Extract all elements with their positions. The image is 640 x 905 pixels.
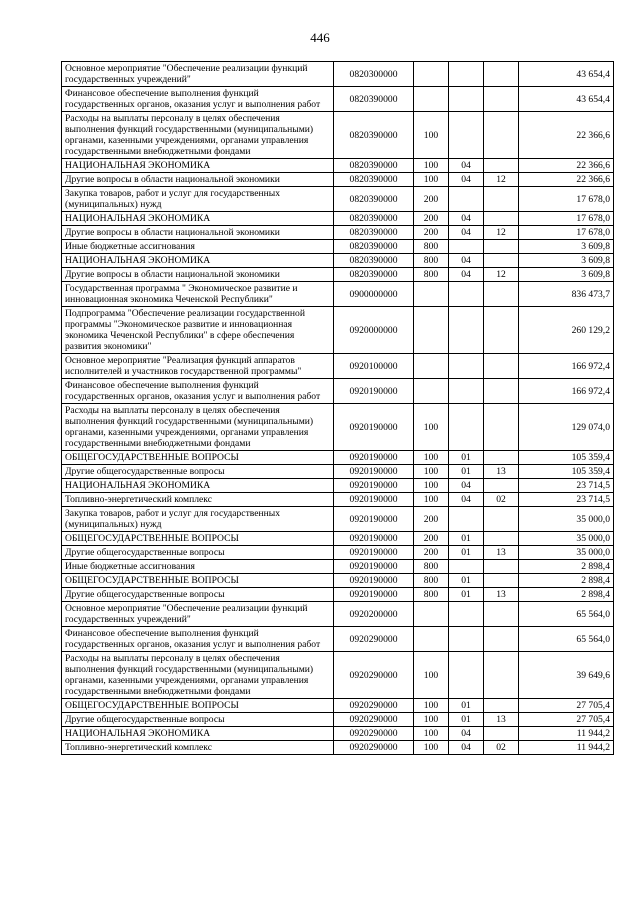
row-vr-cell [414,87,449,112]
row-name-cell: Расходы на выплаты персоналу в целях обеспечения выполнения функций государственными (муниципальными) органами, казенными учреждениями, органами управления государственными внебюджетными фондами [62,112,334,159]
row-code-cell: 0920190000 [334,479,414,493]
row-rz-cell: 04 [449,741,484,755]
row-vr-cell: 200 [414,532,449,546]
row-rz-cell: 01 [449,532,484,546]
budget-table [61,61,614,755]
row-vr-cell: 100 [414,727,449,741]
row-code-cell: 0920290000 [334,713,414,727]
row-rz-cell: 04 [449,173,484,187]
row-name-cell: НАЦИОНАЛЬНАЯ ЭКОНОМИКА [62,479,334,493]
row-vr-cell: 800 [414,560,449,574]
row-name-cell: Основное мероприятие "Реализация функций аппаратов исполнителей и участников государственной программы" [62,354,334,379]
row-pr-cell: 13 [484,546,519,560]
row-sum-cell: 27 705,4 [519,713,614,727]
row-name-cell: Топливно-энергетический комплекс [62,493,334,507]
row-name-cell: Закупка товаров, работ и услуг для государственных (муниципальных) нужд [62,507,334,532]
row-name-cell: Финансовое обеспечение выполнения функций государственных органов, оказания услуг и выполнения работ [62,379,334,404]
row-pr-cell: 12 [484,226,519,240]
row-vr-cell: 100 [414,741,449,755]
row-vr-cell: 100 [414,652,449,699]
row-vr-cell: 800 [414,240,449,254]
row-rz-cell: 04 [449,254,484,268]
row-name-cell: Другие вопросы в области национальной экономики [62,268,334,282]
row-name-cell: НАЦИОНАЛЬНАЯ ЭКОНОМИКА [62,159,334,173]
row-pr-cell [484,404,519,451]
row-sum-cell: 2 898,4 [519,560,614,574]
table-row [62,307,614,354]
table-row [62,507,614,532]
row-rz-cell [449,354,484,379]
table-row [62,699,614,713]
row-sum-cell: 3 609,8 [519,254,614,268]
row-rz-cell [449,282,484,307]
row-code-cell: 0920190000 [334,574,414,588]
row-vr-cell: 200 [414,226,449,240]
row-name-cell: Другие общегосударственные вопросы [62,546,334,560]
row-code-cell: 0820390000 [334,173,414,187]
row-vr-cell: 800 [414,574,449,588]
row-code-cell: 0920190000 [334,465,414,479]
row-code-cell: 0820390000 [334,187,414,212]
row-sum-cell: 43 654,4 [519,87,614,112]
row-name-cell: Финансовое обеспечение выполнения функций государственных органов, оказания услуг и выполнения работ [62,627,334,652]
row-pr-cell [484,652,519,699]
row-code-cell: 0920190000 [334,532,414,546]
table-row [62,560,614,574]
row-rz-cell [449,404,484,451]
row-rz-cell: 01 [449,451,484,465]
table-row [62,627,614,652]
row-code-cell: 0920100000 [334,354,414,379]
row-sum-cell: 23 714,5 [519,493,614,507]
row-sum-cell: 22 366,6 [519,173,614,187]
row-sum-cell: 166 972,4 [519,354,614,379]
row-name-cell: Топливно-энергетический комплекс [62,741,334,755]
row-rz-cell: 01 [449,465,484,479]
row-sum-cell: 836 473,7 [519,282,614,307]
row-code-cell: 0920290000 [334,627,414,652]
table-row [62,451,614,465]
row-code-cell: 0820390000 [334,254,414,268]
row-vr-cell: 100 [414,159,449,173]
row-name-cell: Закупка товаров, работ и услуг для государственных (муниципальных) нужд [62,187,334,212]
row-pr-cell [484,532,519,546]
row-code-cell: 0920190000 [334,493,414,507]
row-code-cell: 0920190000 [334,507,414,532]
row-name-cell: ОБЩЕГОСУДАРСТВЕННЫЕ ВОПРОСЫ [62,574,334,588]
row-name-cell: Подпрограмма "Обеспечение реализации государственной программы "Экономическое развитие и инновационная экономика Чеченской Республики" в сфере обеспечения развития экономики" [62,307,334,354]
table-row [62,727,614,741]
row-pr-cell [484,159,519,173]
row-code-cell: 0920190000 [334,546,414,560]
row-pr-cell [484,699,519,713]
row-code-cell: 0900000000 [334,282,414,307]
row-sum-cell: 39 649,6 [519,652,614,699]
row-name-cell: Другие общегосударственные вопросы [62,588,334,602]
row-code-cell: 0820390000 [334,87,414,112]
row-sum-cell: 105 359,4 [519,465,614,479]
row-vr-cell [414,307,449,354]
row-pr-cell [484,282,519,307]
table-row [62,268,614,282]
row-vr-cell: 100 [414,112,449,159]
row-pr-cell [484,451,519,465]
table-row [62,173,614,187]
row-rz-cell: 04 [449,479,484,493]
table-row [62,652,614,699]
row-pr-cell [484,112,519,159]
table-row [62,187,614,212]
row-code-cell: 0920190000 [334,379,414,404]
row-pr-cell [484,727,519,741]
row-rz-cell: 01 [449,574,484,588]
row-pr-cell: 13 [484,588,519,602]
row-pr-cell: 12 [484,268,519,282]
row-pr-cell [484,379,519,404]
table-row [62,212,614,226]
budget-table-body [62,62,614,755]
row-name-cell: ОБЩЕГОСУДАРСТВЕННЫЕ ВОПРОСЫ [62,532,334,546]
row-rz-cell: 01 [449,699,484,713]
row-code-cell: 0920190000 [334,451,414,465]
row-vr-cell: 200 [414,187,449,212]
row-pr-cell: 13 [484,713,519,727]
table-row [62,546,614,560]
row-pr-cell: 02 [484,741,519,755]
row-vr-cell: 200 [414,507,449,532]
row-name-cell: Расходы на выплаты персоналу в целях обеспечения выполнения функций государственными (муниципальными) органами, казенными учреждениями, органами управления государственными внебюджетными фондами [62,652,334,699]
row-rz-cell [449,652,484,699]
row-rz-cell: 01 [449,546,484,560]
row-sum-cell: 27 705,4 [519,699,614,713]
row-rz-cell: 04 [449,212,484,226]
row-code-cell: 0920290000 [334,741,414,755]
table-row [62,465,614,479]
row-sum-cell: 22 366,6 [519,159,614,173]
row-name-cell: Другие общегосударственные вопросы [62,713,334,727]
row-rz-cell [449,560,484,574]
row-vr-cell: 200 [414,212,449,226]
row-name-cell: ОБЩЕГОСУДАРСТВЕННЫЕ ВОПРОСЫ [62,451,334,465]
row-sum-cell: 2 898,4 [519,588,614,602]
row-vr-cell [414,354,449,379]
row-pr-cell [484,574,519,588]
row-pr-cell [484,212,519,226]
row-rz-cell [449,62,484,87]
row-pr-cell [484,354,519,379]
row-sum-cell: 22 366,6 [519,112,614,159]
row-name-cell: НАЦИОНАЛЬНАЯ ЭКОНОМИКА [62,727,334,741]
table-row [62,282,614,307]
row-sum-cell: 129 074,0 [519,404,614,451]
row-pr-cell [484,254,519,268]
row-vr-cell [414,62,449,87]
row-vr-cell: 100 [414,479,449,493]
table-row [62,404,614,451]
table-row [62,379,614,404]
row-sum-cell: 2 898,4 [519,574,614,588]
row-code-cell: 0920000000 [334,307,414,354]
row-name-cell: Другие вопросы в области национальной экономики [62,226,334,240]
row-rz-cell: 04 [449,493,484,507]
table-row [62,532,614,546]
row-pr-cell [484,87,519,112]
row-code-cell: 0820390000 [334,240,414,254]
row-vr-cell: 100 [414,451,449,465]
row-rz-cell: 04 [449,159,484,173]
row-pr-cell [484,307,519,354]
row-pr-cell [484,479,519,493]
row-vr-cell: 100 [414,404,449,451]
table-row [62,240,614,254]
row-rz-cell [449,507,484,532]
row-pr-cell [484,507,519,532]
table-row [62,479,614,493]
table-row [62,574,614,588]
row-name-cell: ОБЩЕГОСУДАРСТВЕННЫЕ ВОПРОСЫ [62,699,334,713]
row-rz-cell: 04 [449,727,484,741]
table-row [62,226,614,240]
row-name-cell: НАЦИОНАЛЬНАЯ ЭКОНОМИКА [62,254,334,268]
row-sum-cell: 17 678,0 [519,212,614,226]
table-row [62,602,614,627]
row-code-cell: 0920190000 [334,560,414,574]
row-name-cell: Иные бюджетные ассигнования [62,560,334,574]
table-row [62,354,614,379]
row-name-cell: Расходы на выплаты персоналу в целях обеспечения выполнения функций государственными (муниципальными) органами, казенными учреждениями, органами управления государственными внебюджетными фондами [62,404,334,451]
row-code-cell: 0820390000 [334,212,414,226]
row-sum-cell: 43 654,4 [519,62,614,87]
row-name-cell: Основное мероприятие "Обеспечение реализации функций государственных учреждений" [62,62,334,87]
row-code-cell: 0920290000 [334,652,414,699]
row-vr-cell: 200 [414,546,449,560]
page-number: 446 [310,30,330,45]
row-sum-cell: 11 944,2 [519,741,614,755]
row-vr-cell [414,627,449,652]
row-vr-cell: 100 [414,465,449,479]
row-pr-cell [484,602,519,627]
table-row [62,112,614,159]
row-rz-cell [449,87,484,112]
row-sum-cell: 105 359,4 [519,451,614,465]
row-name-cell: Финансовое обеспечение выполнения функций государственных органов, оказания услуг и выполнения работ [62,87,334,112]
row-code-cell: 0920190000 [334,404,414,451]
row-pr-cell [484,627,519,652]
row-rz-cell: 01 [449,588,484,602]
row-pr-cell [484,240,519,254]
row-rz-cell [449,307,484,354]
row-rz-cell: 04 [449,226,484,240]
table-row [62,87,614,112]
row-name-cell: НАЦИОНАЛЬНАЯ ЭКОНОМИКА [62,212,334,226]
row-pr-cell [484,560,519,574]
row-code-cell: 0920200000 [334,602,414,627]
row-sum-cell: 166 972,4 [519,379,614,404]
row-sum-cell: 35 000,0 [519,532,614,546]
row-pr-cell: 02 [484,493,519,507]
row-vr-cell [414,282,449,307]
row-rz-cell [449,379,484,404]
row-vr-cell [414,379,449,404]
row-sum-cell: 23 714,5 [519,479,614,493]
row-code-cell: 0820300000 [334,62,414,87]
table-row [62,62,614,87]
row-rz-cell [449,187,484,212]
table-row [62,713,614,727]
row-sum-cell: 35 000,0 [519,546,614,560]
row-code-cell: 0820390000 [334,226,414,240]
row-vr-cell: 100 [414,493,449,507]
row-sum-cell: 3 609,8 [519,240,614,254]
row-pr-cell: 13 [484,465,519,479]
row-rz-cell [449,602,484,627]
row-sum-cell: 260 129,2 [519,307,614,354]
row-code-cell: 0920290000 [334,727,414,741]
row-sum-cell: 17 678,0 [519,187,614,212]
row-name-cell: Государственная программа " Экономическое развитие и инновационная экономика Чеченской Республики" [62,282,334,307]
table-row [62,493,614,507]
row-vr-cell: 100 [414,173,449,187]
row-rz-cell: 01 [449,713,484,727]
row-vr-cell: 100 [414,699,449,713]
row-pr-cell [484,187,519,212]
row-rz-cell [449,112,484,159]
table-row [62,254,614,268]
row-vr-cell [414,602,449,627]
row-code-cell: 0920190000 [334,588,414,602]
row-sum-cell: 11 944,2 [519,727,614,741]
row-sum-cell: 65 564,0 [519,627,614,652]
row-code-cell: 0820390000 [334,159,414,173]
table-row [62,159,614,173]
row-vr-cell: 100 [414,713,449,727]
row-vr-cell: 800 [414,588,449,602]
row-code-cell: 0820390000 [334,112,414,159]
row-pr-cell [484,62,519,87]
row-name-cell: Другие вопросы в области национальной экономики [62,173,334,187]
row-rz-cell: 04 [449,268,484,282]
row-code-cell: 0920290000 [334,699,414,713]
row-vr-cell: 800 [414,254,449,268]
table-row [62,588,614,602]
row-sum-cell: 65 564,0 [519,602,614,627]
row-vr-cell: 800 [414,268,449,282]
row-name-cell: Другие общегосударственные вопросы [62,465,334,479]
row-name-cell: Основное мероприятие "Обеспечение реализации функций государственных учреждений" [62,602,334,627]
row-rz-cell [449,240,484,254]
row-code-cell: 0820390000 [334,268,414,282]
row-sum-cell: 17 678,0 [519,226,614,240]
row-pr-cell: 12 [484,173,519,187]
row-sum-cell: 35 000,0 [519,507,614,532]
row-rz-cell [449,627,484,652]
row-sum-cell: 3 609,8 [519,268,614,282]
table-row [62,741,614,755]
row-name-cell: Иные бюджетные ассигнования [62,240,334,254]
